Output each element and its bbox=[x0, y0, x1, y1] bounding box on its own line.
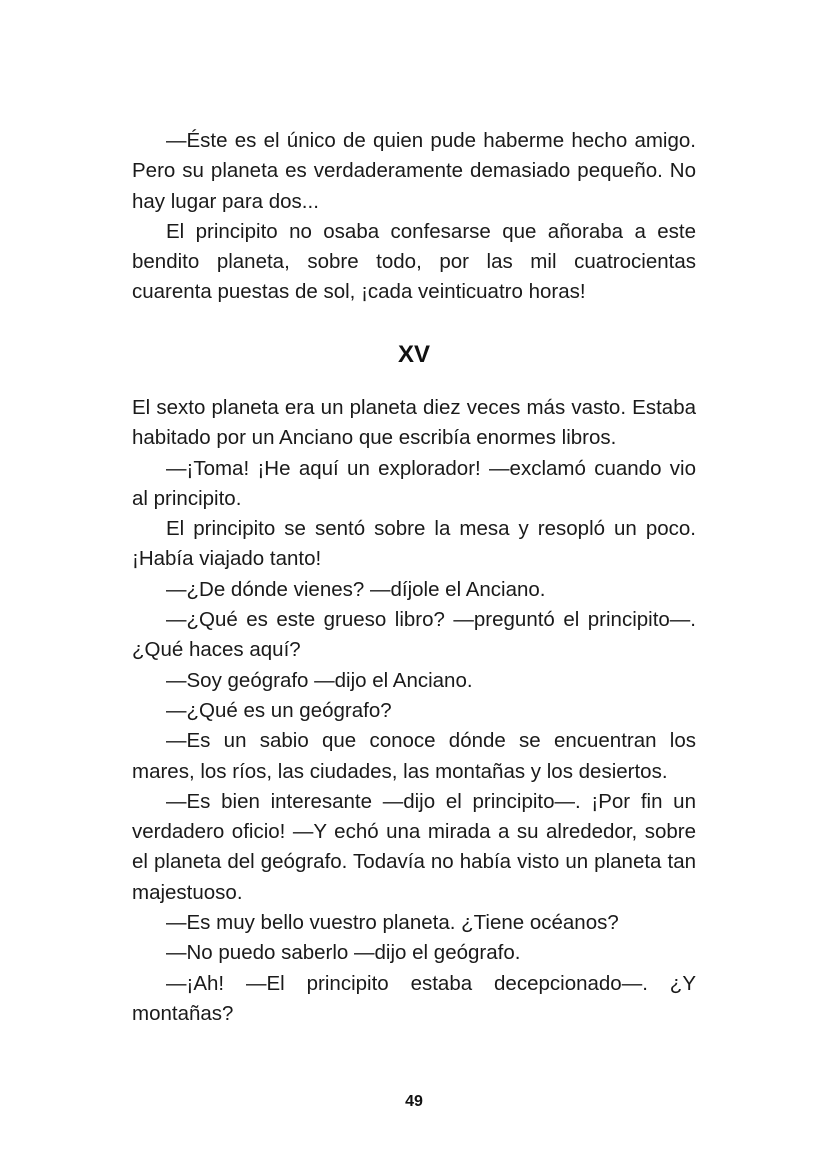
paragraph: El sexto planeta era un planeta diez veces más vasto. Estaba habitado por un Anciano que escribía enormes libros. bbox=[132, 396, 696, 450]
paragraph: —Es un sabio que conoce dónde se encuentran los mares, los ríos, las ciudades, las montañas y los desiertos. bbox=[132, 729, 696, 783]
page-number: 49 bbox=[405, 1093, 423, 1110]
paragraph: —¿De dónde vienes? —díjole el Anciano. bbox=[166, 577, 546, 601]
paragraph: —Éste es el único de quien pude haberme hecho amigo. Pero su planeta es verdaderamente demasiado pequeño. No hay lugar para dos... bbox=[132, 129, 696, 213]
paragraph: —No puedo saberlo —dijo el geógrafo. bbox=[166, 941, 521, 965]
paragraph: —Es muy bello vuestro planeta. ¿Tiene océanos? bbox=[166, 911, 619, 935]
chapter-title: XV bbox=[397, 341, 430, 368]
paragraph: El principito no osaba confesarse que añoraba a este bendito planeta, sobre todo, por las mil cuatrocientas cuarenta puestas de sol, ¡cada veinticuatro horas! bbox=[132, 219, 696, 304]
paragraph: —Soy geógrafo —dijo el Anciano. bbox=[166, 668, 473, 692]
paragraph: —Es bien interesante —dijo el principito—. ¡Por fin un verdadero oficio! —Y echó una mirada a su alrededor, sobre el planeta del geógrafo. Todavía no había visto un planeta tan majestuoso. bbox=[132, 789, 696, 904]
paragraph: —¡Ah! —El principito estaba decepcionado—. ¿Y montañas? bbox=[132, 971, 696, 1025]
paragraph: El principito se sentó sobre la mesa y resopló un poco. ¡Había viajado tanto! bbox=[132, 517, 696, 571]
previous-chapter-text bbox=[132, 126, 696, 308]
paragraph: —¿Qué es este grueso libro? —preguntó el principito—. ¿Qué haces aquí? bbox=[132, 608, 696, 662]
paragraph: —¡Toma! ¡He aquí un explorador! —exclamó cuando vio al principito. bbox=[132, 456, 696, 510]
paragraph: —¿Qué es un geógrafo? bbox=[166, 698, 392, 722]
chapter-body bbox=[132, 393, 696, 1029]
